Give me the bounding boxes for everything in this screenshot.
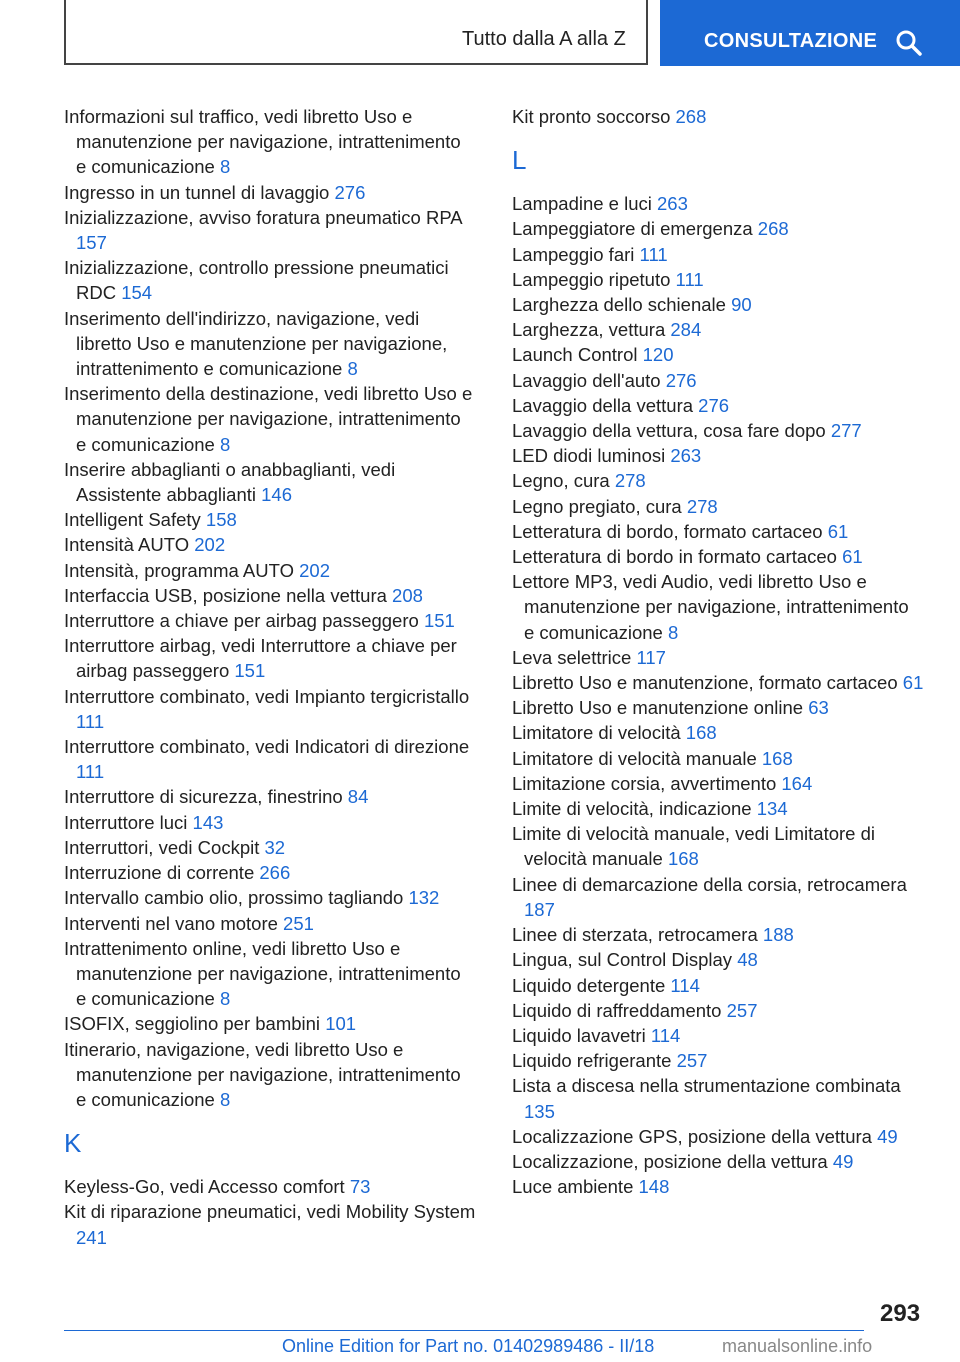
index-entry xyxy=(512,922,924,947)
index-letter-heading: L xyxy=(512,145,527,176)
index-entry-text: Limitazione corsia, avvertimento xyxy=(512,772,777,794)
index-page-link[interactable]: 151 xyxy=(423,610,455,632)
index-entry-text: Lavaggio dell'auto xyxy=(512,369,661,391)
index-entry-text: Interruttore airbag, vedi Interruttore a chiave per airbag passeggero xyxy=(64,635,457,682)
index-entry xyxy=(512,821,924,871)
index-page-link[interactable]: 158 xyxy=(205,509,237,531)
index-entry xyxy=(512,443,924,468)
index-entry-text: Keyless-Go, vedi Accesso comfort xyxy=(64,1176,345,1198)
index-entry-text: Interruttore a chiave per airbag passeggero xyxy=(64,610,419,632)
index-entry-text: Leva selettrice xyxy=(512,646,632,668)
index-page-link[interactable]: 32 xyxy=(264,836,286,858)
index-entry xyxy=(512,796,924,821)
index-entry-text: Launch Control xyxy=(512,344,638,366)
index-entry xyxy=(64,1199,476,1249)
index-entry xyxy=(64,381,476,457)
index-page-link[interactable]: 202 xyxy=(299,559,330,581)
index-entry-text: Lampeggio ripetuto xyxy=(512,268,671,290)
index-entry xyxy=(64,104,476,180)
index-entry xyxy=(512,1073,924,1123)
index-page-link[interactable]: 61 xyxy=(902,672,924,694)
index-entry xyxy=(64,885,476,910)
index-entry xyxy=(64,684,476,734)
index-column-left xyxy=(64,104,476,1250)
consultazione-tab[interactable] xyxy=(660,0,960,66)
index-entry xyxy=(512,746,924,771)
index-entry xyxy=(512,191,924,216)
index-page-link[interactable]: 148 xyxy=(638,1176,670,1198)
index-entry xyxy=(512,544,924,569)
index-entry-text: Larghezza, vettura xyxy=(512,319,666,341)
index-page-link[interactable]: 49 xyxy=(832,1150,854,1172)
index-entry xyxy=(512,468,924,493)
index-page-link[interactable]: 146 xyxy=(261,484,292,506)
index-entry xyxy=(64,936,476,1012)
index-entry xyxy=(512,1023,924,1048)
index-page-link[interactable]: 276 xyxy=(698,394,730,416)
index-entry-text: Interruttore luci xyxy=(64,811,188,833)
index-entry-text: Liquido refrigerante xyxy=(512,1050,672,1072)
index-entry xyxy=(64,1037,476,1113)
consultazione-tab-label: CONSULTAZIONE xyxy=(704,30,878,52)
index-page-link[interactable]: 73 xyxy=(349,1176,371,1198)
index-page-link[interactable]: 101 xyxy=(325,1013,357,1035)
index-page-link[interactable]: 120 xyxy=(642,344,674,366)
index-entry xyxy=(64,180,476,205)
index-entry-text: Limite di velocità, indicazione xyxy=(512,798,752,820)
index-entry-text: Intensità AUTO xyxy=(64,534,190,556)
index-page-link[interactable]: 84 xyxy=(347,786,369,808)
index-page-link[interactable]: 168 xyxy=(761,747,793,769)
header-rule-bottom xyxy=(64,63,648,65)
index-page-link[interactable]: 49 xyxy=(877,1125,898,1147)
index-page-link[interactable]: 187 xyxy=(524,898,555,920)
index-entry xyxy=(64,734,476,784)
index-entry xyxy=(512,242,924,267)
index-entry xyxy=(512,342,924,367)
index-entry-text: Interventi nel vano motore xyxy=(64,912,278,934)
index-entry xyxy=(512,998,924,1023)
index-entry-text: Inizializzazione, avviso foratura pneumatico RPA xyxy=(64,206,462,228)
index-entry-text: Limitatore di velocità manuale xyxy=(512,747,757,769)
index-page-link[interactable]: 114 xyxy=(670,974,700,996)
index-page-link[interactable]: 251 xyxy=(283,912,314,934)
index-page-link[interactable]: 168 xyxy=(685,722,717,744)
index-entry xyxy=(512,569,924,645)
index-page-link[interactable]: 257 xyxy=(676,1050,708,1072)
index-page-link[interactable]: 284 xyxy=(670,319,702,341)
index-entry xyxy=(512,695,924,720)
index-entry-text: Libretto Uso e manutenzione online xyxy=(512,697,804,719)
index-entry xyxy=(64,306,476,382)
index-entry xyxy=(64,810,476,835)
index-page-link[interactable]: 263 xyxy=(657,193,688,215)
index-page-link[interactable]: 90 xyxy=(731,294,752,316)
index-page-link[interactable]: 263 xyxy=(670,445,702,467)
index-entry-text: Interruzione di corrente xyxy=(64,862,255,884)
index-entry-text: Interruttore di sicurezza, finestrino xyxy=(64,786,343,808)
index-page-link[interactable]: 268 xyxy=(757,218,789,240)
footer-edition: Online Edition for Part no. 01402989486 - II/18 xyxy=(282,1336,655,1356)
index-entry-text: Inizializzazione, controllo pressione pneumatici RDC xyxy=(64,257,449,304)
section-title: Tutto dalla A alla Z xyxy=(462,28,626,50)
index-page-link[interactable]: 63 xyxy=(808,697,829,719)
index-entry xyxy=(64,583,476,608)
index-entry-text: Lavaggio della vettura xyxy=(512,394,694,416)
index-entry xyxy=(512,645,924,670)
index-entry-text: Linee di demarcazione della corsia, retrocamera xyxy=(512,873,907,895)
index-entry xyxy=(64,457,476,507)
index-entry-text: Lista a discesa nella strumentazione combinata xyxy=(512,1075,901,1097)
index-page-link[interactable]: 188 xyxy=(762,924,794,946)
index-entry xyxy=(64,633,476,683)
index-page-link[interactable]: 8 xyxy=(219,156,231,178)
header-rule-mid xyxy=(646,0,648,64)
index-entry-text: Lingua, sul Control Display xyxy=(512,949,733,971)
index-entry xyxy=(64,608,476,633)
index-entry-text: Lampadine e luci xyxy=(512,193,652,215)
index-page-link[interactable]: 111 xyxy=(76,761,105,783)
page-number: 293 xyxy=(880,1300,921,1327)
index-page-link[interactable]: 276 xyxy=(665,369,697,391)
footer-site: manualsonline.info xyxy=(722,1336,873,1356)
index-entry-text: Liquido di raffreddamento xyxy=(512,999,722,1021)
footer-rule xyxy=(64,1330,864,1331)
index-entry-text: Limitatore di velocità xyxy=(512,722,681,744)
index-page-link[interactable]: 151 xyxy=(234,660,266,682)
index-page-link[interactable]: 48 xyxy=(737,949,758,971)
index-page-link[interactable]: 134 xyxy=(756,798,788,820)
index-letter-heading: K xyxy=(64,1128,82,1159)
search-icon[interactable] xyxy=(894,28,924,58)
index-entry-text: Intensità, programma AUTO xyxy=(64,559,294,581)
index-entry xyxy=(512,1174,924,1199)
index-entry-text: Interruttore combinato, vedi Indicatori di direzione xyxy=(64,736,470,758)
index-entry-text: Inserimento dell'indirizzo, navigazione, vedi libretto Uso e manutenzione per navigazione, intrattenimento e comunicazione xyxy=(64,307,448,380)
index-entry-text: Letteratura di bordo in formato cartaceo xyxy=(512,546,837,568)
index-entry xyxy=(64,507,476,532)
index-page-link[interactable]: 8 xyxy=(219,1088,231,1110)
index-entry-text: Limite di velocità manuale, vedi Limitatore di velocità manuale xyxy=(512,823,875,870)
index-entry xyxy=(512,292,924,317)
index-entry xyxy=(512,947,924,972)
index-entry xyxy=(512,1048,924,1073)
index-entry-text: ISOFIX, seggiolino per bambini xyxy=(64,1013,321,1035)
index-page-link[interactable]: 143 xyxy=(192,811,224,833)
index-entry-text: Inserire abbaglianti o anabbaglianti, vedi Assistente abbaglianti xyxy=(64,458,396,506)
index-entry xyxy=(512,104,924,129)
page-header xyxy=(0,0,960,66)
index-page-link[interactable]: 61 xyxy=(827,520,849,542)
index-entry xyxy=(64,860,476,885)
index-entry-text: Legno pregiato, cura xyxy=(512,495,682,517)
index-entry-text: Intervallo cambio olio, prossimo tagliando xyxy=(64,887,404,909)
index-page-link[interactable]: 277 xyxy=(830,420,862,442)
index-entry xyxy=(64,255,476,305)
index-entry-text: Lettore MP3, vedi Audio, vedi libretto Uso e manutenzione per navigazione, intrattenimento e comunicazione xyxy=(512,571,909,643)
index-entry xyxy=(64,1011,476,1036)
index-entry xyxy=(64,835,476,860)
header-rule-left xyxy=(64,0,66,64)
index-entry xyxy=(512,216,924,241)
index-entry-text: Ingresso in un tunnel di lavaggio xyxy=(64,181,330,203)
index-page-link[interactable]: 61 xyxy=(842,546,863,568)
index-entry-text: Lampeggio fari xyxy=(512,243,635,265)
index-entry xyxy=(64,532,476,557)
index-entry-text: Legno, cura xyxy=(512,470,610,492)
index-entry-text: Interfaccia USB, posizione nella vettura xyxy=(64,584,387,606)
index-page-link[interactable]: 202 xyxy=(194,534,226,556)
index-page-link[interactable]: 8 xyxy=(347,358,358,380)
index-page-link[interactable]: 154 xyxy=(121,282,153,304)
index-entry xyxy=(64,784,476,809)
index-page-link[interactable]: 157 xyxy=(76,232,107,254)
index-entry xyxy=(512,670,924,695)
index-entry xyxy=(512,418,924,443)
index-entry xyxy=(512,1124,924,1149)
index-entry xyxy=(512,317,924,342)
index-page-link[interactable]: 208 xyxy=(392,584,423,606)
index-entry-text: Kit pronto soccorso xyxy=(512,106,671,127)
index-page-link[interactable]: 114 xyxy=(650,1024,681,1046)
index-entry xyxy=(512,368,924,393)
index-entry-text: Linee di sterzata, retrocamera xyxy=(512,924,758,946)
index-page-link[interactable]: 164 xyxy=(781,772,813,794)
index-page-link[interactable]: 132 xyxy=(408,887,440,909)
index-entry-text: Liquido lavavetri xyxy=(512,1024,646,1046)
index-page-link[interactable]: 268 xyxy=(675,106,707,127)
index-page-link[interactable]: 257 xyxy=(726,999,758,1021)
index-entry xyxy=(512,872,924,922)
index-entry-text: Intrattenimento online, vedi libretto Uso e manutenzione per navigazione, intrattenimento e comunicazione xyxy=(64,937,461,1010)
index-page-link[interactable]: 135 xyxy=(524,1100,555,1122)
index-page-link[interactable]: 8 xyxy=(667,621,679,643)
index-entry-text: Inserimento della destinazione, vedi libretto Uso e manutenzione per navigazione, intrattenimento e comunicazione xyxy=(64,383,473,455)
index-entry-text: Lavaggio della vettura, cosa fare dopo xyxy=(512,420,826,442)
index-entry xyxy=(512,393,924,418)
index-entry-text: Lampeggiatore di emergenza xyxy=(512,218,753,240)
index-page-link[interactable]: 8 xyxy=(219,433,231,455)
index-page-link[interactable]: 111 xyxy=(639,243,668,265)
index-page-link[interactable]: 241 xyxy=(76,1226,107,1248)
index-entry xyxy=(512,720,924,745)
index-entry xyxy=(64,911,476,936)
index-entry xyxy=(512,771,924,796)
index-entry-text: Localizzazione GPS, posizione della vettura xyxy=(512,1125,872,1147)
index-entry xyxy=(512,1149,924,1174)
index-entry-text: Localizzazione, posizione della vettura xyxy=(512,1150,828,1172)
index-entry-text: LED diodi luminosi xyxy=(512,445,666,467)
index-entry-text: Informazioni sul traffico, vedi libretto Uso e manutenzione per navigazione, intrattenimento e comunicazione xyxy=(64,106,461,178)
index-entry-text: Interruttori, vedi Cockpit xyxy=(64,836,260,858)
index-column-right xyxy=(512,104,924,1199)
index-page-link[interactable]: 111 xyxy=(76,710,105,732)
index-entry xyxy=(64,1174,476,1199)
index-page-link[interactable]: 111 xyxy=(675,268,704,290)
index-page-link[interactable]: 278 xyxy=(686,495,718,517)
index-entry-text: Larghezza dello schienale xyxy=(512,294,726,316)
index-entry xyxy=(512,267,924,292)
index-entry-text: Luce ambiente xyxy=(512,1176,634,1198)
index-entry-text: Itinerario, navigazione, vedi libretto Uso e manutenzione per navigazione, intrattenimento e comunicazione xyxy=(64,1038,461,1110)
index-entry-text: Interruttore combinato, vedi Impianto tergicristallo xyxy=(64,685,470,707)
index-page-link[interactable]: 8 xyxy=(219,988,231,1010)
index-entry-text: Libretto Uso e manutenzione, formato cartaceo xyxy=(512,672,898,694)
index-entry-text: Letteratura di bordo, formato cartaceo xyxy=(512,520,823,542)
index-entry xyxy=(64,205,476,255)
index-page-link[interactable]: 276 xyxy=(334,181,366,203)
index-page-link[interactable]: 168 xyxy=(667,848,699,870)
index-page-link[interactable]: 266 xyxy=(259,862,291,884)
index-entry xyxy=(512,519,924,544)
index-entry-text: Intelligent Safety xyxy=(64,509,201,531)
index-entry-text: Liquido detergente xyxy=(512,974,666,996)
index-entry xyxy=(512,973,924,998)
index-entry xyxy=(512,494,924,519)
index-page-link[interactable]: 278 xyxy=(614,470,646,492)
index-entry-text: Kit di riparazione pneumatici, vedi Mobility System xyxy=(64,1201,476,1223)
index-page-link[interactable]: 117 xyxy=(636,646,666,668)
index-entry xyxy=(64,558,476,583)
